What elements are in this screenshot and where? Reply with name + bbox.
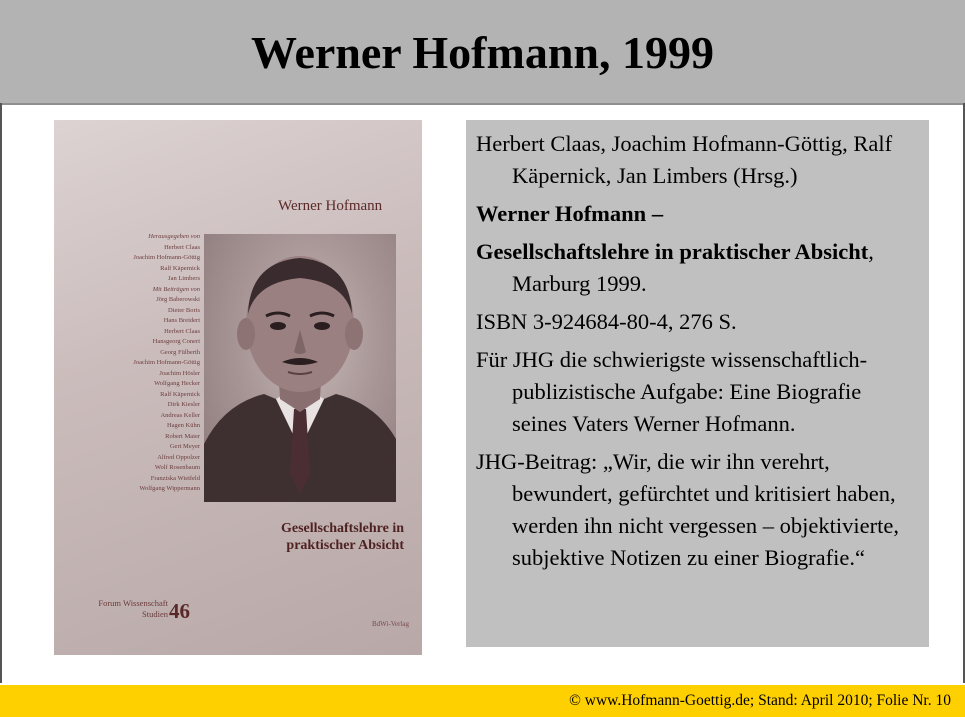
cover-contributor: Dieter Boris bbox=[168, 306, 200, 314]
cover-contributor: Jörg Baberowski bbox=[156, 296, 200, 303]
cover-contributor: Hagen Kühn bbox=[166, 422, 200, 429]
cover-series-line-2: Studien bbox=[142, 609, 168, 619]
footer-text: © www.Hofmann-Goettig.de; Stand: April 2010; Folie Nr. 10 bbox=[569, 692, 951, 709]
book-cover-photo bbox=[54, 120, 422, 655]
cover-contributor: Wolf Rosenbaum bbox=[154, 464, 200, 471]
cover-series bbox=[78, 598, 168, 620]
cover-contributor: Joachim Hösler bbox=[159, 369, 200, 377]
biography-paragraph: Für JHG die schwierigste wissenschaftlich-publizistische Aufgabe: Eine Biografie seines Vaters Werner Hofmann. bbox=[476, 347, 868, 436]
cover-contributor: Andreas Keller bbox=[160, 411, 200, 419]
book-title-paragraph bbox=[476, 236, 921, 300]
cover-publisher: BdWi-Verlag bbox=[372, 620, 410, 628]
cover-subtitle-line-2: praktischer Absicht bbox=[286, 538, 404, 553]
editors-paragraph: Herbert Claas, Joachim Hofmann-Göttig, Ralf Käpernick, Jan Limbers (Hrsg.) bbox=[476, 131, 893, 188]
portrait-photo bbox=[204, 234, 396, 502]
cover-contributor: Ralf Käpernick bbox=[160, 390, 200, 398]
cover-contributor: Franziska Wietfeld bbox=[150, 474, 200, 482]
cover-editor: Joachim Hofmann-Göttig bbox=[133, 254, 200, 261]
cover-series-number: 46 bbox=[169, 599, 190, 623]
footer-bar bbox=[0, 685, 965, 717]
info-box bbox=[466, 120, 929, 647]
cover-contributor: Dirk Kiesler bbox=[167, 401, 200, 408]
cover-contributor: Hansgeorg Conert bbox=[152, 338, 200, 345]
cover-contributor: Robert Maier bbox=[165, 432, 200, 440]
cover-contributor: Gert Meyer bbox=[169, 443, 200, 450]
cover-contributor: Herbert Claas bbox=[164, 327, 200, 335]
book-author-bold: Werner Hofmann – bbox=[476, 201, 664, 226]
cover-editor: Jan Limbers bbox=[168, 275, 200, 282]
title-bar bbox=[0, 0, 965, 105]
cover-editor: Herbert Claas bbox=[164, 243, 200, 251]
cover-contributor: Joachim Hofmann-Göttig bbox=[133, 359, 200, 366]
isbn-paragraph: ISBN 3-924684-80-4, 276 S. bbox=[476, 309, 737, 334]
book-author-paragraph bbox=[476, 198, 921, 230]
cover-subtitle-line-1: Gesellschaftslehre in bbox=[280, 521, 404, 536]
cover-contributors-label: Mit Beiträgen von bbox=[152, 285, 200, 293]
cover-contributor: Hans Breidert bbox=[163, 317, 200, 324]
cover-contributor: Alfred Oppolzer bbox=[157, 453, 200, 461]
cover-author: Werner Hofmann bbox=[278, 198, 383, 214]
book-place-year: , Marburg 1999. bbox=[512, 239, 874, 296]
cover-contributor: Wolfgang Wippermann bbox=[139, 485, 200, 492]
cover-editor: Ralf Käpernick bbox=[160, 264, 200, 272]
book-title-bold: Gesellschaftslehre in praktischer Absicht bbox=[476, 239, 869, 264]
cover-series-line-1: Forum Wissenschaft bbox=[98, 598, 168, 608]
contribution-paragraph: JHG-Beitrag: „Wir, die wir ihn verehrt, bewundert, gefürchtet und kritisiert haben, werden ihn nicht vergessen – objektivierte, subjektive Notizen zu einer Biografie.“ bbox=[476, 449, 899, 570]
left-border bbox=[0, 103, 2, 683]
cover-editors-label: Herausgegeben von bbox=[148, 233, 200, 240]
cover-subtitle bbox=[214, 520, 404, 554]
cover-contributor: Georg Fülberth bbox=[160, 348, 200, 356]
portrait-illustration bbox=[204, 234, 396, 502]
cover-name-list bbox=[84, 232, 200, 495]
slide-title: Werner Hofmann, 1999 bbox=[251, 27, 714, 78]
cover-contributor: Wolfgang Hecker bbox=[154, 380, 200, 387]
